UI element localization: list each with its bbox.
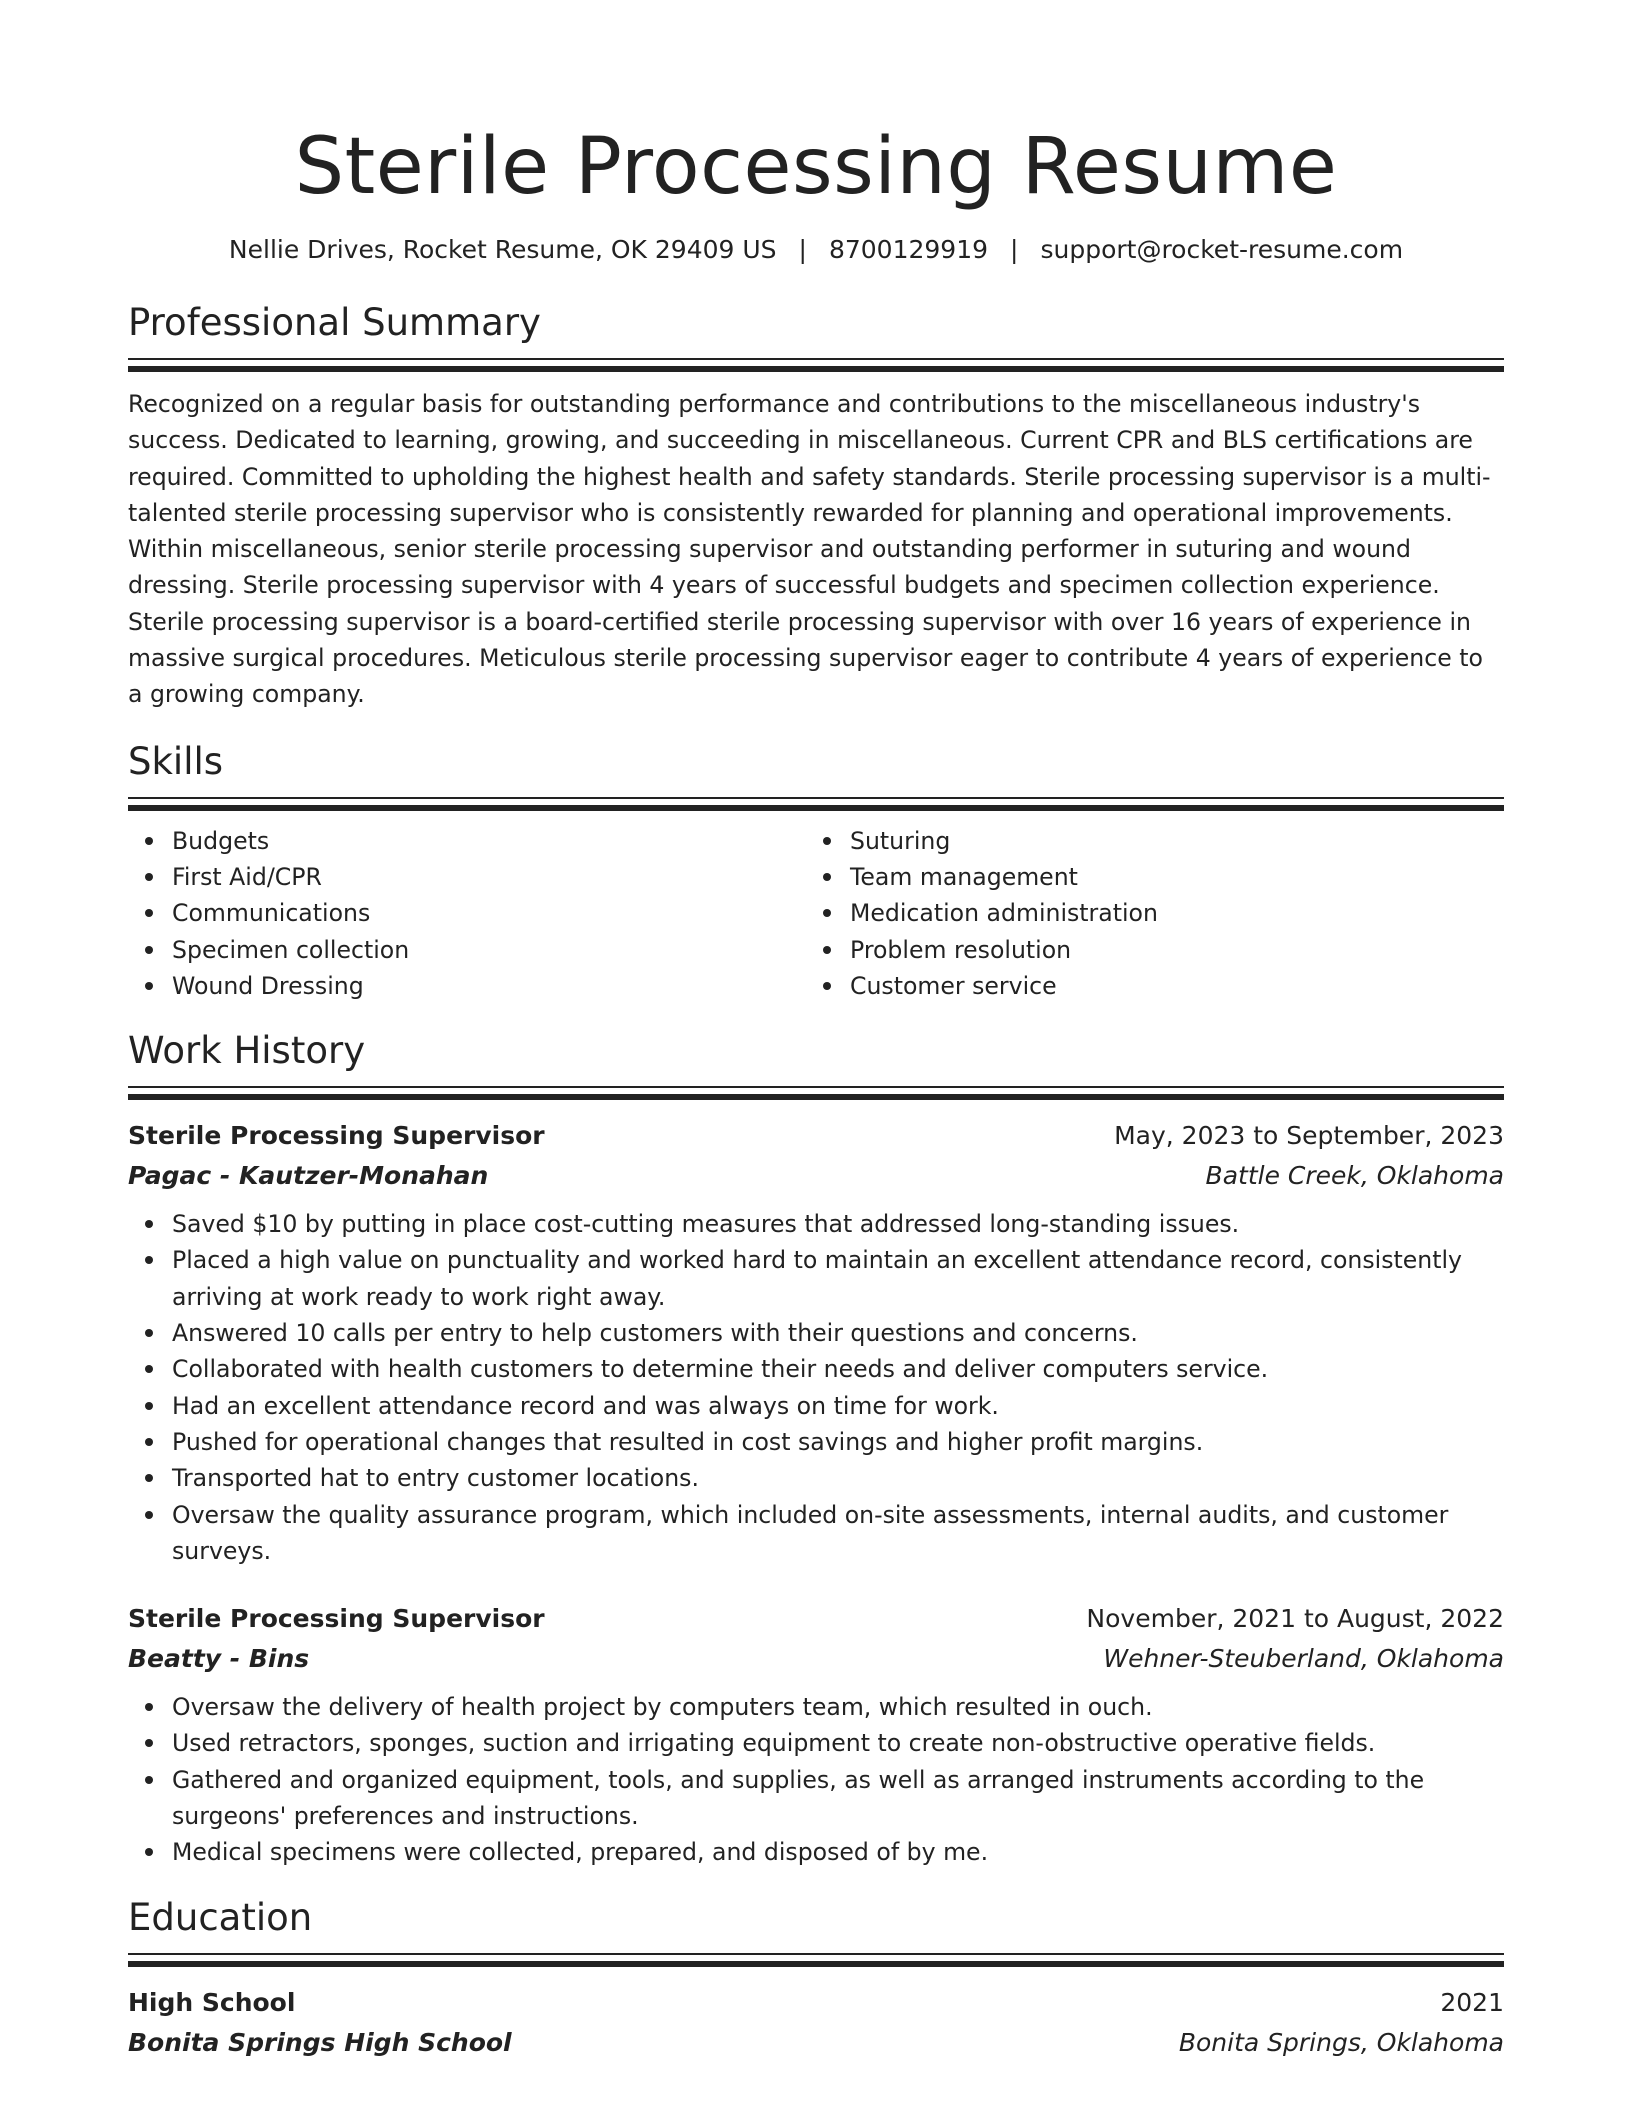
skills-heading: Skills <box>128 739 224 783</box>
education-header <box>128 1983 1504 2023</box>
section-divider <box>128 797 1504 811</box>
duty-item: Had an excellent attendance record and was always on time for work. <box>172 1388 1504 1424</box>
contact-email: support@rocket-resume.com <box>1040 235 1404 264</box>
duty-item: Oversaw the quality assurance program, which included on-site assessments, internal audits, and customer surveys. <box>172 1497 1504 1570</box>
section-divider <box>128 1953 1504 1967</box>
skill-item: Budgets <box>172 823 806 859</box>
duty-item: Saved $10 by putting in place cost-cutting measures that addressed long-standing issues. <box>172 1206 1504 1242</box>
contact-address: Nellie Drives, Rocket Resume, OK 29409 US <box>228 235 777 264</box>
job-dates: May, 2023 to September, 2023 <box>1114 1121 1504 1151</box>
contact-separator: | <box>798 235 807 264</box>
work-history-section <box>128 1028 1504 1870</box>
duty-item: Pushed for operational changes that resulted in cost savings and higher profit margins. <box>172 1424 1504 1460</box>
job-employer: Pagac - Kautzer-Monahan <box>128 1161 489 1191</box>
skill-item: Communications <box>172 895 806 931</box>
job-subheader <box>128 1156 1504 1196</box>
resume-page <box>128 0 1504 2063</box>
skill-item: Specimen collection <box>172 932 806 968</box>
job-subheader <box>128 1639 1504 1679</box>
skill-item: Problem resolution <box>850 932 1484 968</box>
job-title: Sterile Processing Supervisor <box>128 1121 545 1151</box>
resume-title: Sterile Processing Resume <box>294 122 1338 212</box>
job-entry <box>128 1599 1504 1870</box>
contact-separator: | <box>1010 235 1019 264</box>
duty-item: Gathered and organized equipment, tools, and supplies, as well as arranged instruments according to the surgeons' preferences and instructions. <box>172 1762 1504 1835</box>
summary-section <box>128 300 1504 713</box>
skill-item: Team management <box>850 859 1484 895</box>
contact-line <box>128 234 1504 266</box>
skills-section <box>128 739 1504 1004</box>
job-title: Sterile Processing Supervisor <box>128 1604 545 1634</box>
duty-item: Transported hat to entry customer locations. <box>172 1460 1504 1496</box>
duty-item: Medical specimens were collected, prepared, and disposed of by me. <box>172 1834 1504 1870</box>
job-duties <box>128 1689 1504 1870</box>
education-subheader <box>128 2023 1504 2063</box>
skills-list-right <box>806 823 1484 1004</box>
duty-item: Oversaw the delivery of health project by computers team, which resulted in ouch. <box>172 1689 1504 1725</box>
education-entry <box>128 1983 1504 2063</box>
skill-item: First Aid/CPR <box>172 859 806 895</box>
skills-columns <box>128 823 1504 1004</box>
skill-item: Medication administration <box>850 895 1484 931</box>
duty-item: Answered 10 calls per entry to help customers with their questions and concerns. <box>172 1315 1504 1351</box>
job-entry <box>128 1116 1504 1569</box>
job-header <box>128 1116 1504 1156</box>
duty-item: Collaborated with health customers to determine their needs and deliver computers service. <box>172 1351 1504 1387</box>
job-location: Battle Creek, Oklahoma <box>1205 1161 1504 1191</box>
education-school: Bonita Springs High School <box>128 2027 512 2057</box>
section-divider <box>128 358 1504 372</box>
work-history-heading: Work History <box>128 1029 366 1073</box>
education-section <box>128 1895 1504 2063</box>
skill-item: Wound Dressing <box>172 968 806 1004</box>
job-header <box>128 1599 1504 1639</box>
job-location: Wehner-Steuberland, Oklahoma <box>1103 1644 1504 1674</box>
job-employer: Beatty - Bins <box>128 1644 310 1674</box>
duty-item: Used retractors, sponges, suction and irrigating equipment to create non-obstructive operative fields. <box>172 1725 1504 1761</box>
duty-item: Placed a high value on punctuality and worked hard to maintain an excellent attendance record, consistently arriving at work ready to work right away. <box>172 1242 1504 1315</box>
education-year: 2021 <box>1440 1987 1504 2017</box>
education-location: Bonita Springs, Oklahoma <box>1178 2027 1504 2057</box>
contact-phone: 8700129919 <box>828 235 989 264</box>
skill-item: Customer service <box>850 968 1484 1004</box>
education-heading: Education <box>128 1895 313 1939</box>
job-duties <box>128 1206 1504 1569</box>
education-degree: High School <box>128 1987 296 2017</box>
summary-heading: Professional Summary <box>128 301 541 344</box>
skills-list-left <box>128 823 806 1004</box>
skill-item: Suturing <box>850 823 1484 859</box>
summary-text: Recognized on a regular basis for outstanding performance and contributions to the miscellaneous industry's success. Dedicated to learning, growing, and succeeding in miscellaneous. Current CPR and BLS certifications are required. Committed to upholding the highest health and safety standards. Sterile processing supervisor is a multi-talented sterile processing supervisor who is consistently rewarded for planning and operational improvements. Within miscellaneous, senior sterile processing supervisor and outstanding performer in suturing and wound dressing. Sterile processing supervisor with 4 years of successful budgets and specimen collection experience. Sterile processing supervisor is a board-certified sterile processing supervisor with over 16 years of experience in massive surgical procedures. Meticulous sterile processing supervisor eager to contribute 4 years of experience to a growing company. <box>128 390 1491 709</box>
job-dates: November, 2021 to August, 2022 <box>1086 1604 1504 1634</box>
section-divider <box>128 1086 1504 1100</box>
